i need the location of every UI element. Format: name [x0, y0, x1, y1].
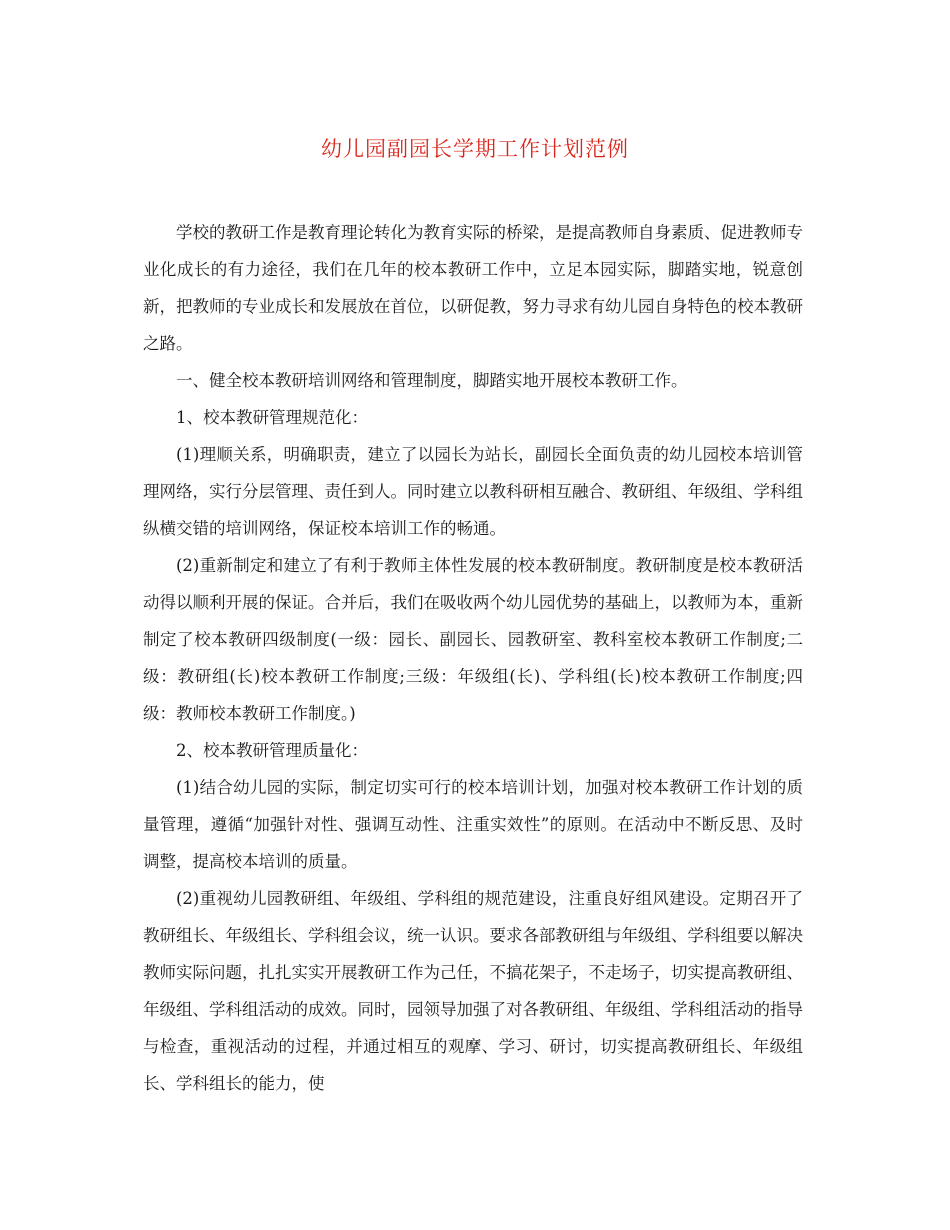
paragraph: (2)重视幼儿园教研组、年级组、学科组的规范建设，注重良好组风建设。定期召开了教研组长、年级组长、学科组会议，统一认识。要求各部教研组与年级组、学科组要以解决教师实际问题，扎扎实实开展教研工作为己任，不搞花架子，不走场子，切实提高教研组、年级组、学科组活动的成效。同时，园领导加强了对各教研组、年级组、学科组活动的指导与检查，重视活动的过程，并通过相互的观摩、学习、研讨，切实提高教研组长、年级组长、学科组长的能力，使 — [143, 889, 803, 1093]
paragraph: (1)理顺关系，明确职责，建立了以园长为站长，副园长全面负责的幼儿园校本培训管理网络，实行分层管理、责任到人。同时建立以教科研相互融合、教研组、年级组、学科组纵横交错的培训网络，保证校本培训工作的畅通。 — [143, 445, 803, 538]
paragraph: 学校的教研工作是教育理论转化为教育实际的桥梁，是提高教师自身素质、促进教师专业化成长的有力途径，我们在几年的校本教研工作中，立足本园实际，脚踏实地，锐意创新，把教师的专业成长和发展放在首位，以研促教，努力寻求有幼儿园自身特色的校本教研之路。 — [143, 223, 803, 353]
paragraph: (2)重新制定和建立了有利于教师主体性发展的校本教研制度。教研制度是校本教研活动得以顺利开展的保证。合并后，我们在吸收两个幼儿园优势的基础上，以教师为本，重新制定了校本教研四级制度(一级：园长、副园长、园教研室、教科室校本教研工作制度;二级：教研组(长)校本教研工作制度;三级：年级组(长)、学科组(长)校本教研工作制度;四级：教师校本教研工作制度。) — [143, 556, 803, 723]
document-title: 幼儿园副园长学期工作计划范例 — [321, 137, 629, 161]
section-heading: 一、健全校本教研培训网络和管理制度，脚踏实地开展校本教研工作。 — [176, 371, 688, 390]
subsection-heading: 1、校本教研管理规范化： — [176, 408, 368, 427]
document-body — [143, 214, 803, 1102]
paragraph: (1)结合幼儿园的实际，制定切实可行的校本培训计划，加强对校本教研工作计划的质量管理，遵循“加强针对性、强调互动性、注重实效性”的原则。在活动中不断反思、及时调整，提高校本培训的质量。 — [143, 778, 803, 871]
subsection-heading: 2、校本教研管理质量化： — [176, 741, 368, 760]
